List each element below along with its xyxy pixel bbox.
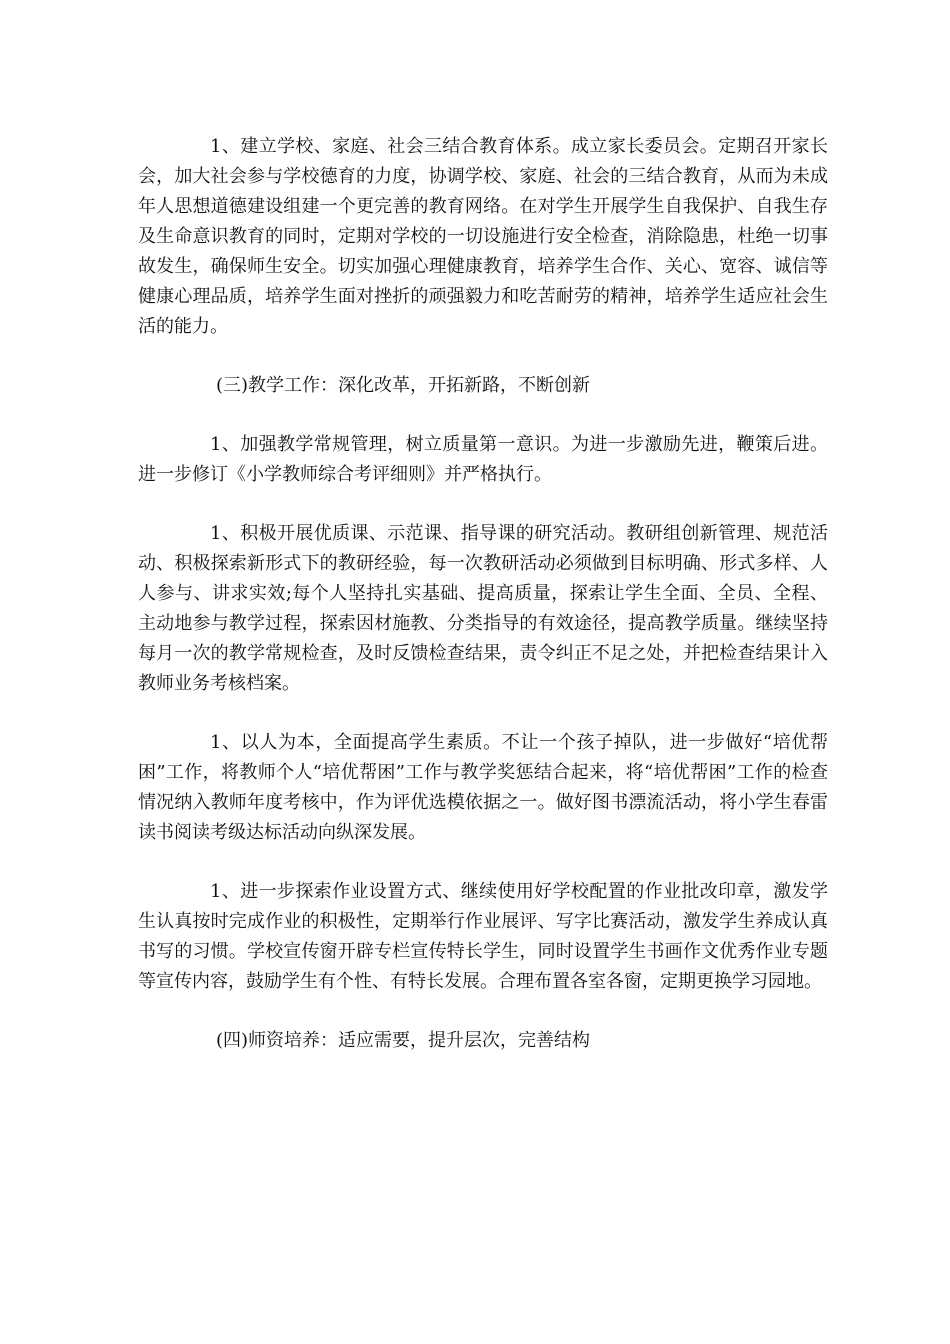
- paragraph-student-quality: 1、以人为本，全面提高学生素质。不让一个孩子掉队，进一步做好“培优帮困”工作，将教师个人“培优帮困”工作与教学奖惩结合起来，将“培优帮困”工作的检查情况纳入教师年度考核中，作为评优选模依据之一。做好图书漂流活动，将小学生春雷读书阅读考级达标活动向纵深发展。: [138, 732, 828, 843]
- paragraph-teaching-routine: 1、加强教学常规管理，树立质量第一意识。为进一步激励先进，鞭策后进。进一步修订《小学教师综合考评细则》并严格执行。: [138, 434, 828, 485]
- paragraph-home-school-society: 1、建立学校、家庭、社会三结合教育体系。成立家长委员会。定期召开家长会，加大社会参与学校德育的力度，协调学校、家庭、社会的三结合教育，从而为未成年人思想道德建设组建一个更完善的教育网络。在对学生开展学生自我保护、自我生存及生命意识教育的同时，定期对学校的一切设施进行安全检查，消除隐患，杜绝一切事故发生，确保师生安全。切实加强心理健康教育，培养学生合作、关心、宽容、诚信等健康心理品质，培养学生面对挫折的顽强毅力和吃苦耐劳的精神，培养学生适应社会生活的能力。: [138, 136, 828, 337]
- section-heading-teacher-training: (四)师资培养：适应需要，提升层次，完善结构: [216, 1030, 591, 1051]
- section-heading-teaching-work: (三)教学工作：深化改革，开拓新路，不断创新: [216, 375, 591, 396]
- document-body: [138, 132, 828, 1085]
- paragraph-research-activities: 1、积极开展优质课、示范课、指导课的研究活动。教研组创新管理、规范活动、积极探索新形式下的教研经验，每一次教研活动必须做到目标明确、形式多样、人人参与、讲求实效;每个人坚持扎实基础、提高质量，探索让学生全面、全员、全程、主动地参与教学过程，探索因材施教、分类指导的有效途径，提高教学质量。继续坚持每月一次的教学常规检查，及时反馈检查结果，责令纠正不足之处，并把检查结果计入教师业务考核档案。: [138, 523, 828, 694]
- paragraph-homework: 1、进一步探索作业设置方式、继续使用好学校配置的作业批改印章，激发学生认真按时完成作业的积极性，定期举行作业展评、写字比赛活动，激发学生养成认真书写的习惯。学校宣传窗开辟专栏宣传特长学生，同时设置学生书画作文优秀作业专题等宣传内容，鼓励学生有个性、有特长发展。合理布置各室各窗，定期更换学习园地。: [138, 881, 828, 992]
